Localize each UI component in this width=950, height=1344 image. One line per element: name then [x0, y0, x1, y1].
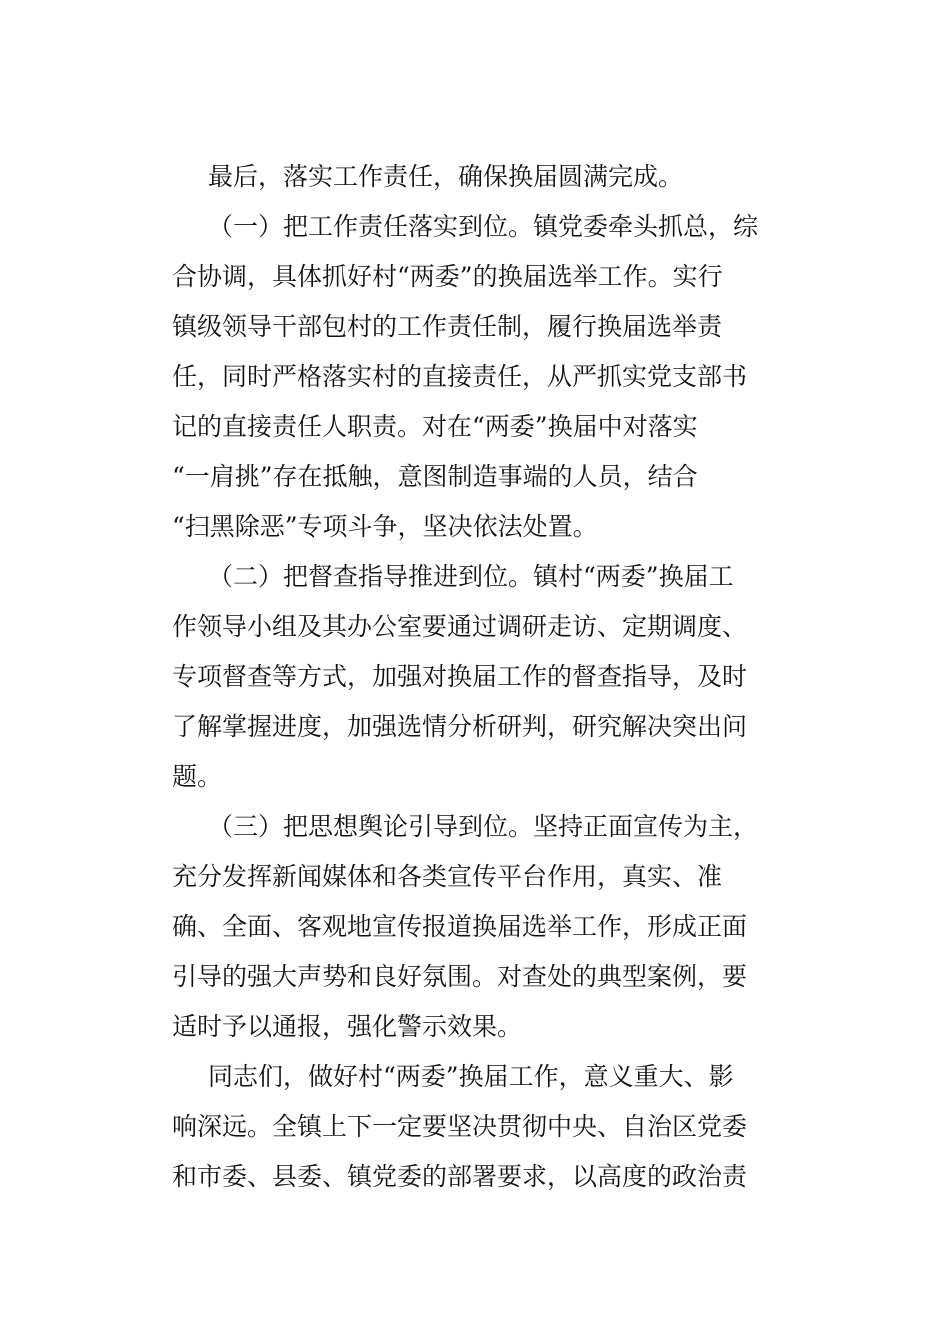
text-line: 引导的强大声势和良好氛围。对查处的典型案例，要	[172, 962, 748, 991]
text-line: （三）把思想舆论引导到位。坚持正面宣传为主，	[208, 812, 759, 841]
text-line: 同志们，做好村“两委”换届工作，意义重大、影	[208, 1062, 734, 1091]
text-line: 最后，落实工作责任，确保换届圆满完成。	[208, 162, 684, 191]
text-line: “扫黑除恶”专项斗争，坚决依法处置。	[172, 512, 598, 541]
text-line: 任，同时严格落实村的直接责任，从严抓实党支部书	[172, 362, 748, 391]
text-line: 专项督查等方式，加强对换届工作的督查指导，及时	[172, 662, 748, 691]
text-line: “一肩挑”存在抵触，意图制造事端的人员，结合	[172, 462, 698, 491]
text-line: 作领导小组及其办公室要通过调研走访、定期调度、	[172, 612, 748, 641]
text-line: 合协调，具体抓好村“两委”的换届选举工作。实行	[172, 262, 723, 291]
text-line: 响深远。全镇上下一定要坚决贯彻中央、自治区党委	[172, 1112, 748, 1141]
text-line: （一）把工作责任落实到位。镇党委牵头抓总，综	[208, 212, 759, 241]
text-line: 记的直接责任人职责。对在“两委”换届中对落实	[172, 412, 698, 441]
text-line: （二）把督查指导推进到位。镇村“两委”换届工	[208, 562, 734, 591]
text-line: 充分发挥新闻媒体和各类宣传平台作用，真实、准	[172, 862, 723, 891]
document-body	[172, 152, 782, 1202]
text-line: 和市委、县委、镇党委的部署要求，以高度的政治责	[172, 1162, 748, 1191]
text-line: 了解掌握进度，加强选情分析研判，研究解决突出问	[172, 712, 748, 741]
text-line: 确、全面、客观地宣传报道换届选举工作，形成正面	[172, 912, 748, 941]
text-line: 适时予以通报，强化警示效果。	[172, 1012, 523, 1041]
text-line: 镇级领导干部包村的工作责任制，履行换届选举责	[172, 312, 723, 341]
text-line: 题。	[172, 762, 223, 791]
